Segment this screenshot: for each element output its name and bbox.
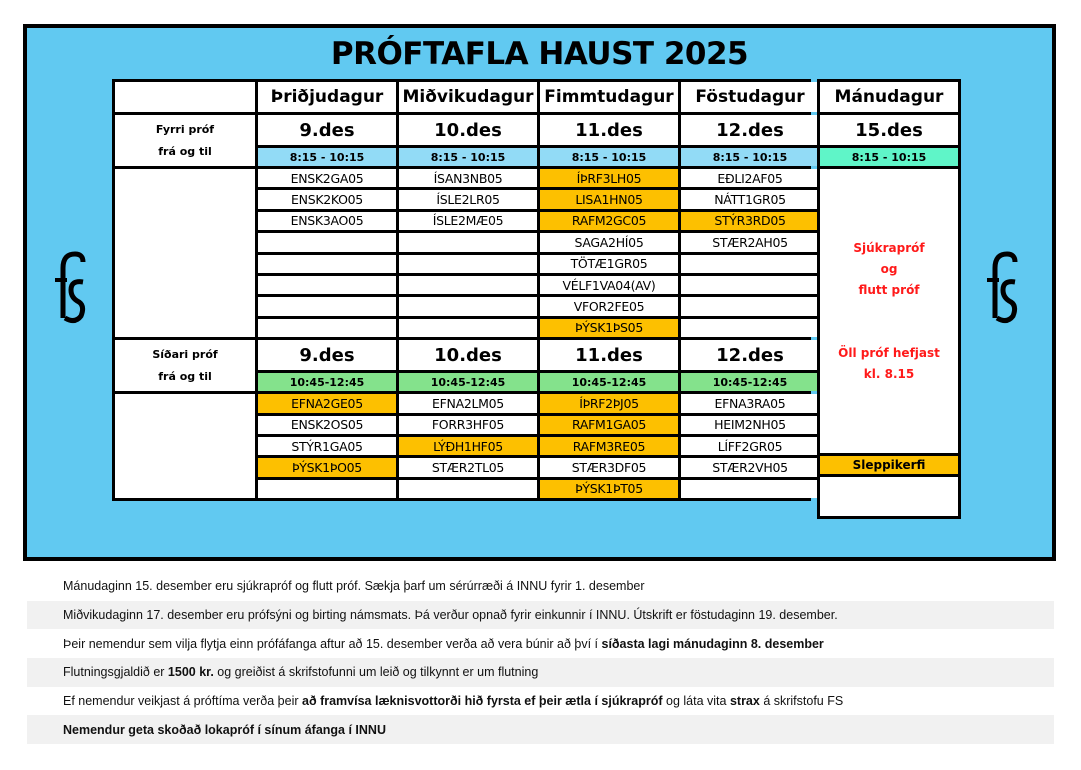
- empty-cell: [399, 297, 537, 315]
- empty-cell: [820, 477, 958, 516]
- day-header: Þriðjudagur: [258, 82, 396, 112]
- note-text: og greiðist á skrifstofunni um leið og tilkynnt er um flutning: [213, 665, 539, 680]
- time-slot: 10:45-12:45: [258, 373, 396, 391]
- date: 10.des: [399, 340, 537, 370]
- note-text: Þeir nemendur sem vilja flytja einn prófáfanga aftur að 15. desember verða að vera búnir að því í: [63, 636, 602, 651]
- course-column: [258, 169, 396, 337]
- empty-cell: [681, 480, 819, 498]
- note-row: [27, 601, 1054, 630]
- empty-cell: [399, 480, 537, 498]
- first-date-cell: [258, 115, 396, 166]
- course-cell: STÆR2VH05: [681, 458, 819, 476]
- course-cell: EFNA3RA05: [681, 394, 819, 412]
- second-exam-label-line: frá og til: [158, 369, 212, 383]
- date: 11.des: [540, 340, 678, 370]
- date: 9.des: [258, 340, 396, 370]
- course-cell: STÆR3DF05: [540, 458, 678, 476]
- course-cell: ÍÞRF2ÞJ05: [540, 394, 678, 412]
- note-text: Mánudaginn 15. desember eru sjúkrapróf og flutt próf. Sækja þarf um sérúrræði á INNU fyrir 1. desember: [63, 579, 645, 594]
- date: 10.des: [399, 115, 537, 145]
- course-cell: SAGA2HÍ05: [540, 233, 678, 251]
- course-cell: EFNA2LM05: [399, 394, 537, 412]
- date: 12.des: [681, 115, 819, 145]
- time-slot: 10:45-12:45: [540, 373, 678, 391]
- date: 12.des: [681, 340, 819, 370]
- course-column: [399, 169, 537, 337]
- first-exam-label: [115, 115, 255, 166]
- second-exam-label: [115, 340, 255, 391]
- course-cell: STÝR1GA05: [258, 437, 396, 455]
- second-date-cell: [258, 340, 396, 391]
- schedule-table: [112, 79, 811, 501]
- first-date-cell: [540, 115, 678, 166]
- course-column: [681, 394, 819, 498]
- course-cell: ÍSLE2LR05: [399, 190, 537, 208]
- time-slot: 8:15 - 10:15: [820, 148, 958, 166]
- day-header: Mánudagur: [820, 82, 958, 112]
- day-header: Miðvikudagur: [399, 82, 537, 112]
- time-slot: 8:15 - 10:15: [681, 148, 819, 166]
- empty-cell: [258, 255, 396, 273]
- time-slot: 10:45-12:45: [681, 373, 819, 391]
- empty-cell: [399, 233, 537, 251]
- note-text-bold: Nemendur geta skoðað lokapróf í sínum áfanga í INNU: [63, 722, 386, 737]
- course-cell: ENSK3AO05: [258, 212, 396, 230]
- course-cell: ENSK2KO05: [258, 190, 396, 208]
- date: 9.des: [258, 115, 396, 145]
- course-cell: STÝR3RD05: [681, 212, 819, 230]
- notice-text: flutt próf: [858, 282, 920, 297]
- course-cell: ÞÝSK1ÞO05: [258, 458, 396, 476]
- note-text: og láta vita: [662, 694, 730, 709]
- empty-cell: [681, 255, 819, 273]
- course-cell: LÍFF2GR05: [681, 437, 819, 455]
- course-cell: EFNA2GE05: [258, 394, 396, 412]
- empty-cell: [681, 319, 819, 337]
- course-cell: VÉLF1VA04(AV): [540, 276, 678, 294]
- course-cell: TÖTÆ1GR05: [540, 255, 678, 273]
- course-cell: ÍSLE2MÆ05: [399, 212, 537, 230]
- course-cell: EÐLI2AF05: [681, 169, 819, 187]
- empty-cell: [399, 276, 537, 294]
- notice-text: Sjúkrapróf: [853, 240, 925, 255]
- second-date-cell: [540, 340, 678, 391]
- course-column: [399, 394, 537, 498]
- empty-cell: [681, 276, 819, 294]
- time-slot: 8:15 - 10:15: [258, 148, 396, 166]
- second-date-cell: [681, 340, 819, 391]
- page-title: PRÓFTAFLA HAUST 2025: [330, 36, 749, 72]
- empty-cell: [258, 233, 396, 251]
- date: 15.des: [820, 115, 958, 145]
- course-column: [258, 394, 396, 498]
- course-cell: VFOR2FE05: [540, 297, 678, 315]
- course-cell: STÆR2TL05: [399, 458, 537, 476]
- monday-notice: [820, 169, 958, 453]
- course-cell: RAFM2GC05: [540, 212, 678, 230]
- empty-cell: [399, 255, 537, 273]
- first-exam-label-line: frá og til: [158, 144, 212, 158]
- notice-text: kl. 8.15: [863, 366, 915, 381]
- course-cell: LISA1HN05: [540, 190, 678, 208]
- course-cell: FORR3HF05: [399, 416, 537, 434]
- note-text: Miðvikudaginn 17. desember eru prófsýni og birting námsmats. Þá verður opnað fyrir einkunnir í INNU. Útskrift er föstudaginn 19. desember.: [63, 608, 838, 623]
- time-slot: 8:15 - 10:15: [540, 148, 678, 166]
- sleppikerfi-label: Sleppikerfi: [820, 456, 958, 474]
- first-date-cell: [399, 115, 537, 166]
- course-cell: RAFM1GA05: [540, 416, 678, 434]
- fs-logo-icon: [51, 246, 91, 326]
- notes-list: [27, 572, 1054, 744]
- time-slot: 8:15 - 10:15: [399, 148, 537, 166]
- note-row: [27, 629, 1054, 658]
- monday-column: [817, 79, 961, 519]
- first-date-cell: [681, 115, 819, 166]
- note-row: [27, 687, 1054, 716]
- course-column: [540, 394, 678, 498]
- date: 11.des: [540, 115, 678, 145]
- course-column: [681, 169, 819, 337]
- empty-cell: [258, 297, 396, 315]
- day-header: Föstudagur: [681, 82, 819, 112]
- label-spacer: [115, 394, 255, 498]
- empty-cell: [258, 319, 396, 337]
- second-date-cell: [399, 340, 537, 391]
- note-text-bold: strax: [729, 694, 760, 709]
- fs-logo-icon: [983, 246, 1023, 326]
- empty-cell: [258, 276, 396, 294]
- note-text-bold: að framvísa læknisvottorði hið fyrsta ef þeir ætla í sjúkrapróf: [302, 694, 663, 709]
- course-column: [540, 169, 678, 337]
- note-text: á skrifstofu FS: [759, 694, 844, 709]
- empty-cell: [399, 319, 537, 337]
- note-text: Flutningsgjaldið er: [63, 665, 168, 680]
- exam-schedule-poster: [23, 24, 1056, 561]
- notice-text: Öll próf hefjast: [838, 345, 940, 360]
- time-slot: 10:45-12:45: [399, 373, 537, 391]
- course-cell: ENSK2GA05: [258, 169, 396, 187]
- note-row: [27, 715, 1054, 744]
- course-cell: NÁTT1GR05: [681, 190, 819, 208]
- note-text-bold: 1500 kr.: [167, 665, 214, 680]
- note-row: [27, 572, 1054, 601]
- day-header: Fimmtudagur: [540, 82, 678, 112]
- course-cell: ÞÝSK1ÞS05: [540, 319, 678, 337]
- course-cell: ENSK2OS05: [258, 416, 396, 434]
- label-spacer: [115, 169, 255, 337]
- corner-cell: [115, 82, 255, 112]
- course-cell: HEIM2NH05: [681, 416, 819, 434]
- course-cell: ÍÞRF3LH05: [540, 169, 678, 187]
- empty-cell: [258, 480, 396, 498]
- note-text: Ef nemendur veikjast á próftíma verða þeir: [63, 694, 303, 709]
- note-row: [27, 658, 1054, 687]
- empty-cell: [681, 297, 819, 315]
- note-text-bold: síðasta lagi mánudaginn 8. desember: [601, 636, 824, 651]
- course-cell: LÝÐH1HF05: [399, 437, 537, 455]
- notice-text: og: [880, 261, 898, 276]
- course-cell: ÍSAN3NB05: [399, 169, 537, 187]
- first-exam-label-line: Fyrri próf: [155, 122, 215, 136]
- course-cell: ÞÝSK1ÞT05: [540, 480, 678, 498]
- course-cell: RAFM3RE05: [540, 437, 678, 455]
- second-exam-label-line: Síðari próf: [152, 347, 218, 361]
- course-cell: STÆR2AH05: [681, 233, 819, 251]
